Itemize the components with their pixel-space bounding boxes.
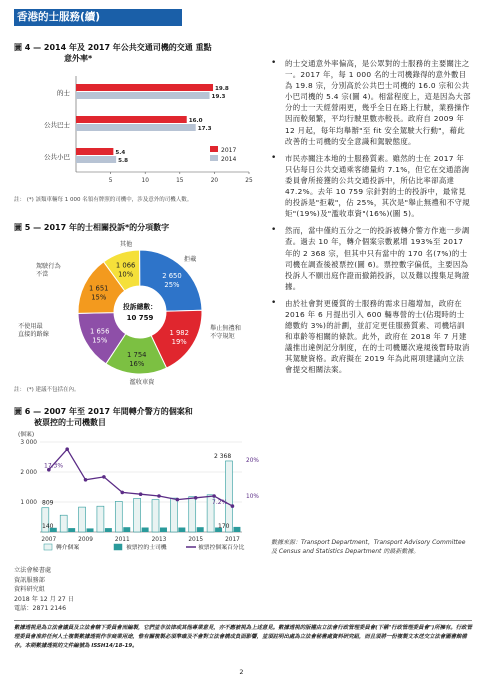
bar-referral <box>189 497 196 532</box>
y-tick-label: 3 000 <box>20 440 37 446</box>
contact-info <box>14 566 174 614</box>
contact-line: 2018 年 12 月 27 日 <box>14 595 74 603</box>
x-tick-label: 2009 <box>78 537 93 543</box>
bar-value-label: 5.4 <box>115 150 126 156</box>
legend-label: 2017 <box>221 147 237 154</box>
legend-swatch <box>44 544 52 550</box>
y-axis-unit: (個案) <box>18 432 35 438</box>
line-percentage <box>49 449 233 506</box>
legend-label: 2014 <box>221 156 237 163</box>
outer-label-route: 不使用最 <box>18 323 43 330</box>
bar-referral <box>170 498 177 532</box>
bar-referral <box>60 515 67 532</box>
bar-2017 <box>76 148 113 155</box>
bullet-item: • 然而，當中僅約五分之一的投訴被轉介警方作進一步調查。過去 10 年，轉介個案宗數累增 193%至 2017 年的 2 368 宗，但其中只有當中的 170 名(7%)的士司機在調查後被票控(圖 6)。票控數字偏低，主要因為投訴人不願出庭作證而撤銷投訴，以及難以搜集足夠證據。 <box>271 225 471 292</box>
bar-referral <box>79 507 86 532</box>
bar-referral <box>115 501 122 532</box>
legend-label: 被票控個案百分比 <box>198 545 245 551</box>
line-point <box>139 492 143 496</box>
figure4-chart <box>14 72 266 194</box>
bar-referral <box>225 461 232 532</box>
bar-value-label: 19.3 <box>211 94 226 100</box>
category-label: 公共小巴 <box>44 153 70 161</box>
y-tick-label: 1 000 <box>20 500 37 506</box>
contact-line: 資訊服務部 <box>14 576 45 584</box>
contact-line: 電話：2871 2146 <box>14 605 67 613</box>
bar-2017 <box>76 84 213 91</box>
bar-prosecuted <box>178 528 185 533</box>
line-point <box>102 475 106 479</box>
bar-value-label: 19.8 <box>215 86 229 92</box>
bar-value-label: 17.3 <box>197 126 212 132</box>
label-ref-2007: 809 <box>42 499 54 507</box>
outer-label-rude: 舉止無禮和 <box>210 325 241 332</box>
legend-swatch <box>114 544 122 550</box>
slice-value-label: 1 982 <box>169 329 189 338</box>
label-pct-2017: 7.2% <box>212 499 228 507</box>
bar-prosecuted <box>142 528 149 533</box>
slice-percent-label: 25% <box>164 280 180 289</box>
outer-label-overcharge: 濫收車資 <box>129 379 155 386</box>
outer-label-refusal: 拒載 <box>184 256 197 263</box>
line-point <box>176 498 180 502</box>
disclaimer: 數據透視是為立法會議員及立法會轄下委員會而編製，它們並非法律或其他專業意見，亦不應被視為上述意見。數據透視的版權由立法會行政管理委員會(下稱"行政管理委員會")所擁有。行政管理委員會准許任何人士複製數據透視作非商業用途，惟有關複製必須準確及不會對立法會構成負面影響，並須註明出處為立法會秘書處資料研究組，而且須將一份複製文本送交立法會圖書館備存。本期數據透視的文件編號為 ISSH14/18-19。 <box>14 620 472 650</box>
label-ref-2017: 2 368 <box>214 452 232 460</box>
data-source: 數據來源：Transport Department，Transport Advisory Committee 及 Census and Statistics Department 的最新數據。 <box>271 539 466 555</box>
legend-swatch <box>210 155 218 161</box>
x-tick-label: 25 <box>245 178 253 184</box>
bar-2014 <box>76 124 196 131</box>
bar-referral <box>97 506 104 532</box>
x-tick-label: 10 <box>141 178 149 184</box>
x-tick-label: 2011 <box>114 537 130 543</box>
slice-percent-label: 10% <box>118 270 134 279</box>
y-right-tick-label: 20% <box>246 458 259 464</box>
figure5-note-marker: 註： (*) <box>14 387 34 393</box>
legend-swatch <box>210 146 218 152</box>
slice-percent-label: 15% <box>91 293 107 302</box>
outer-label-other: 其他 <box>119 241 133 248</box>
outer-label-rude: 不守規矩 <box>210 333 235 340</box>
y-tick-label: 2 000 <box>20 470 37 476</box>
figure6-chart <box>14 430 270 560</box>
bar-prosecuted <box>233 527 240 532</box>
figure5-note-text: 建議不包括在內。 <box>35 387 80 393</box>
pie-center-title: 投訴總數： <box>123 303 157 311</box>
slice-value-label: 1 066 <box>115 261 136 270</box>
bar-value-label: 5.8 <box>118 158 129 164</box>
legend-label: 轉介個案 <box>56 545 80 551</box>
figure6-title-line1: 圖 6 — 2007 年至 2017 年間轉介警方的個案和 <box>14 407 193 416</box>
page-header: 香港的士服務(續) <box>14 9 182 26</box>
bullet-item: • 市民亦關注本地的士服務質素。雖然的士在 2017 年只佔每日公共交通乘客總量約 7.1%，但它在交通諮詢委員會所接獲的公共交通投訴中，所佔比率卻高達 47.2%。去年 10 759 宗針對的士的投訴中，最常見的投訴是"拒載"，佔 25%，其次是"舉止無禮和不守規矩"(19%)及"濫收車資"(16%)(圖 5)。 <box>271 153 471 220</box>
bar-prosecuted <box>68 528 75 532</box>
bar-referral <box>152 500 159 532</box>
figure4-title <box>14 42 269 64</box>
slice-value-label: 2 650 <box>162 271 182 280</box>
figure4-note-text: 該類車輛每 1 000 名領有牌照的司機中，涉及意外的司機人數。 <box>35 197 193 203</box>
bar-2014 <box>76 156 116 163</box>
bar-prosecuted <box>105 528 112 532</box>
figure5-chart <box>14 236 266 386</box>
outer-label-driving: 駕駛行為 <box>36 263 61 270</box>
x-tick-label: 2015 <box>188 537 204 543</box>
figure5-title: 圖 5 — 2017 年的士相關投訴*的分項數字 <box>14 223 170 232</box>
x-tick-label: 5 <box>108 178 113 184</box>
x-tick-label: 2017 <box>225 537 240 543</box>
bar-prosecuted <box>160 528 167 533</box>
line-point <box>194 496 198 500</box>
bullet-item: • 由於社會對更優質的士服務的需求日趨增加，政府在 2016 年 6 月提出引入 600 輛專營的士(佔現時的士總數約 3%)的計劃，並訂定更佳服務質素、司機培訓和車齡等相關的條款。此外，政府在 2018 年 7 月建議推出違例記分制度，在的士司機屢次違規後暫時取消其駕駛資格。政府擬在 2019 年為此兩項建議向立法會提交相關法案。 <box>271 298 471 376</box>
bar-prosecuted <box>123 527 130 532</box>
category-label: 公共巴士 <box>44 121 70 129</box>
slice-value-label: 1 651 <box>89 284 109 293</box>
figure4-title-line2: 意外率* <box>64 54 93 63</box>
line-point <box>65 447 69 451</box>
y-right-tick-label: 10% <box>246 494 259 500</box>
bar-2017 <box>76 116 187 123</box>
slice-value-label: 1 656 <box>90 327 110 336</box>
figure6-title <box>14 406 272 428</box>
x-tick-label: 2013 <box>151 537 167 543</box>
contact-line: 資料研究組 <box>14 586 45 594</box>
bar-referral <box>134 498 141 532</box>
slice-percent-label: 19% <box>171 338 187 347</box>
slice-percent-label: 16% <box>129 359 145 368</box>
label-pros-2017: 170 <box>218 523 230 530</box>
line-point <box>212 494 216 498</box>
pie-center <box>114 286 166 338</box>
page-number: 2 <box>239 668 244 676</box>
bullet-item: • 的士交通意外率偏高，是公眾對的士服務的主要關注之一。2017 年，每 1 000 名的士司機錄得的意外數目為 19.8 宗，分別高於公共巴士司機的 16.0 宗和公共小巴司機的 5.4 宗(圖 4)。相當程度上，這是因為大部分的士一天經營兩更，幾乎全日在路上行駛，業務操作因而較頻繁，平均行駛里數亦較長。政府自 2009 年 12 月起，每年均舉辦"至 fit 安全駕駛大行動"，藉此改善的士司機的安全意識和駕駛態度。 <box>271 58 471 147</box>
bullet-list <box>271 58 471 382</box>
slice-percent-label: 15% <box>92 336 108 345</box>
label-pros-2007: 140 <box>42 523 54 530</box>
contact-line: 立法會秘書處 <box>14 567 52 574</box>
line-point <box>84 478 88 482</box>
bar-prosecuted <box>87 528 94 532</box>
figure5-note <box>14 386 266 394</box>
legend-label: 被票控的士司機 <box>126 545 167 551</box>
outer-label-route: 直接的路線 <box>18 331 49 338</box>
line-point <box>157 494 161 498</box>
figure4-note-marker: 註： (*) <box>14 197 34 203</box>
line-point <box>120 491 124 495</box>
x-tick-label: 2007 <box>41 537 57 543</box>
x-tick-label: 20 <box>210 178 219 184</box>
label-pct-2007: 17.3% <box>44 462 64 470</box>
pie-center-value: 10 759 <box>126 314 154 322</box>
figure4-note <box>14 196 266 204</box>
outer-label-driving: 不當 <box>36 271 49 278</box>
bar-prosecuted <box>197 527 204 532</box>
bar-2014 <box>76 92 210 99</box>
line-point <box>231 504 235 508</box>
x-tick-label: 15 <box>176 178 184 184</box>
category-label: 的士 <box>57 89 70 97</box>
bar-value-label: 16.0 <box>188 118 203 124</box>
figure4-title-line1: 圖 4 — 2014 年及 2017 年公共交通司機的交通 重點 <box>14 43 212 52</box>
slice-value-label: 1 754 <box>127 350 147 359</box>
figure6-title-line2: 被票控的士司機數目 <box>34 418 106 427</box>
